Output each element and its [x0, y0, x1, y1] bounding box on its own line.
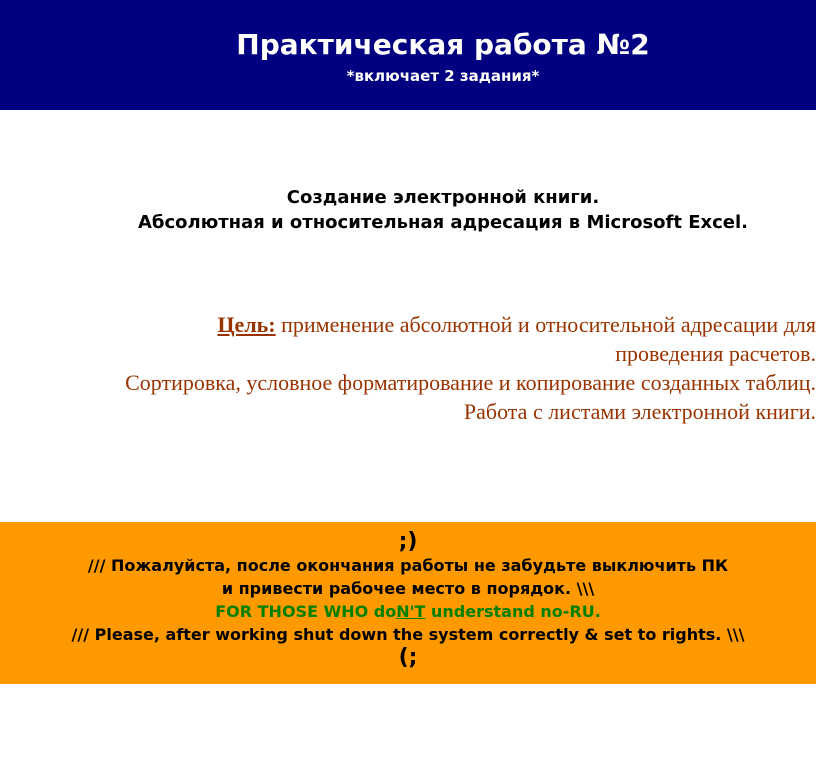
notice-en-note	[0, 600, 816, 623]
en-note-part-1: FOR THOSE WHO do	[215, 602, 397, 621]
goal-line-3: Сортировка, условное форматирование и копирование созданных таблиц.	[125, 370, 816, 395]
smile-bottom: (;	[398, 645, 418, 670]
notice-banner	[0, 522, 816, 684]
goal-line-4: Работа с листами электронной книги.	[463, 399, 816, 424]
smile-top: ;)	[398, 529, 418, 554]
notice-ru-line-2: и привести рабочее место в порядок. \\\	[221, 579, 595, 598]
page-subtitle: *включает 2 задания*	[346, 67, 540, 85]
goal-line-1	[0, 310, 816, 339]
en-note-part-2: N'T	[396, 602, 426, 621]
topic-line-2: Абсолютная и относительная адресация в Microsoft Excel.	[137, 212, 749, 233]
goal-line-2: проведения расчетов.	[615, 341, 816, 366]
notice-ru-line-1: /// Пожалуйста, после окончания работы не забудьте выключить ПК	[87, 556, 729, 575]
notice-en-line: /// Please, after working shut down the system correctly & set to rights. \\\	[71, 625, 745, 644]
topic-heading	[0, 185, 816, 235]
goal-label: Цель:	[217, 312, 276, 337]
en-note-part-3: understand no-RU.	[425, 602, 601, 621]
header-banner	[0, 0, 816, 110]
goal-line-1-text: применение абсолютной и относительной адресации для	[275, 312, 816, 337]
goal-block	[0, 310, 816, 426]
topic-line-1: Создание электронной книги.	[286, 187, 600, 208]
page-title: Практическая работа №2	[236, 28, 650, 61]
